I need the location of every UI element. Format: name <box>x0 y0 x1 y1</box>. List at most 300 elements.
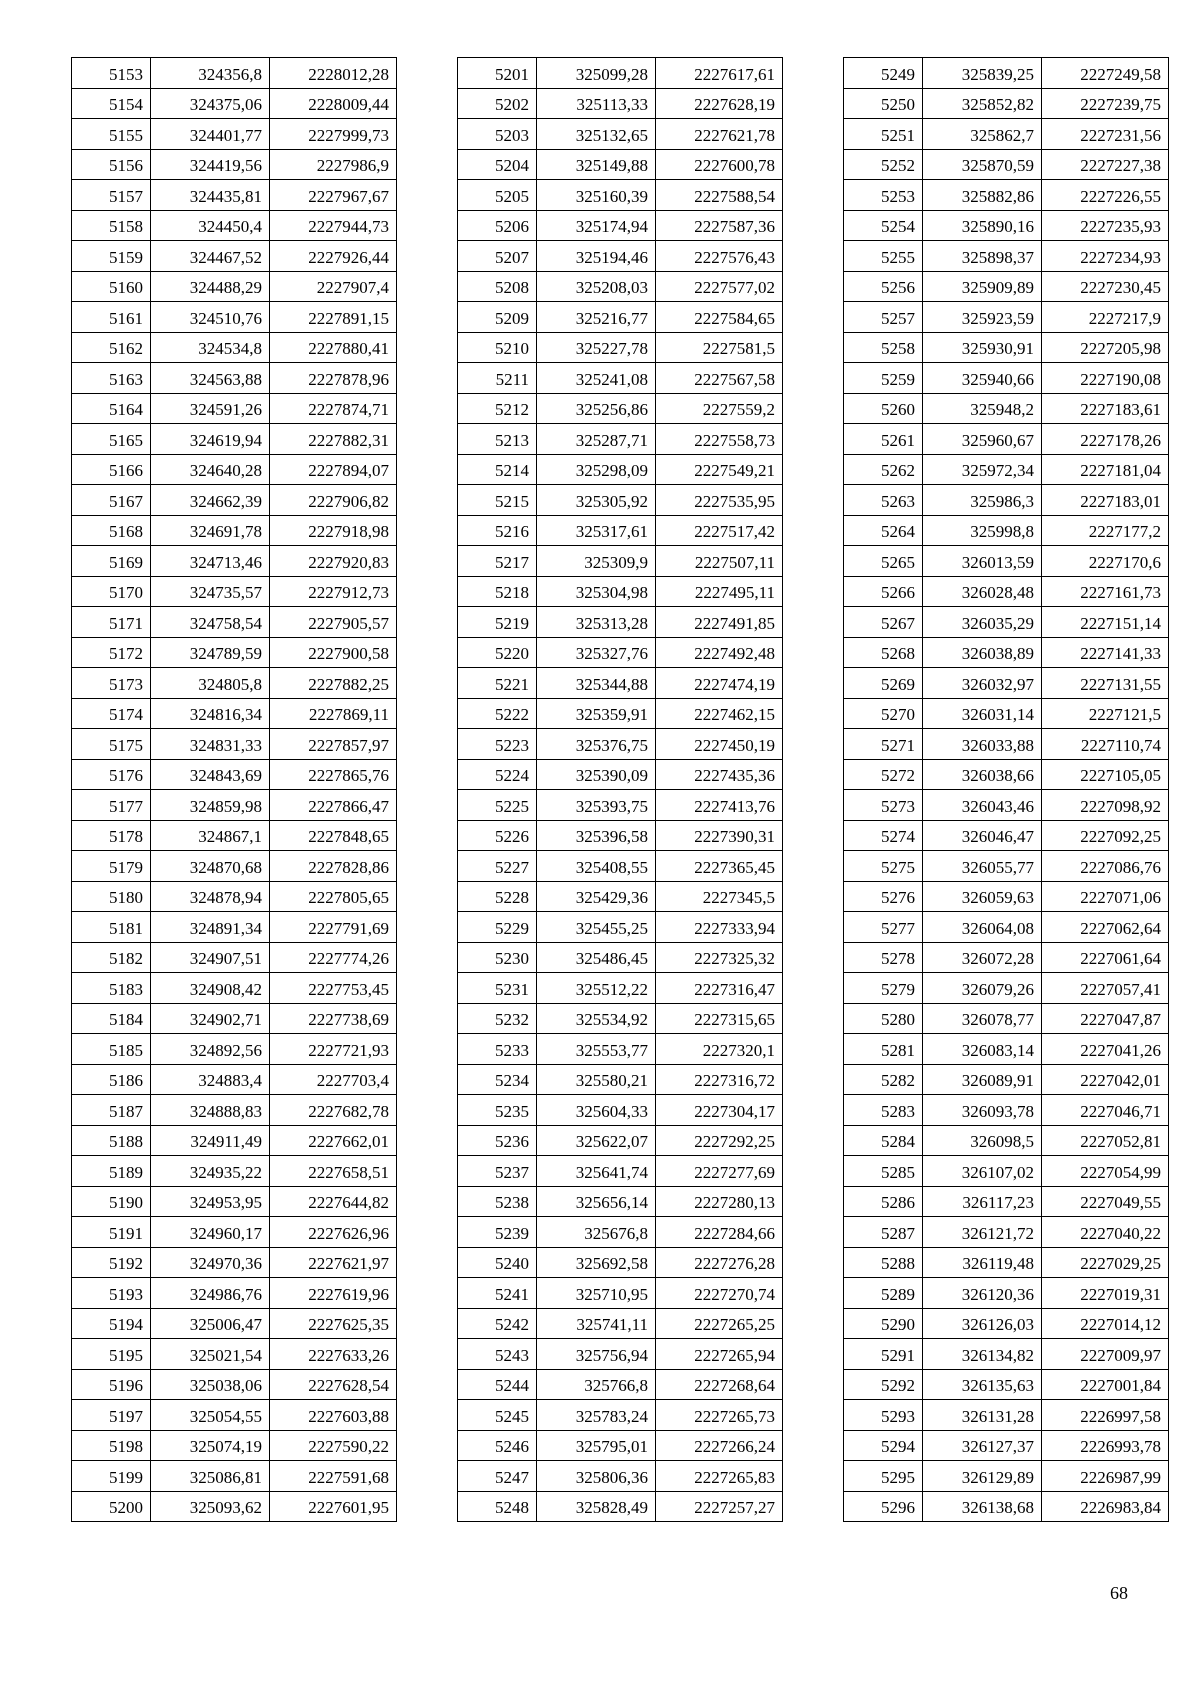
table-row <box>458 1278 783 1309</box>
table-row <box>844 454 1169 485</box>
table-row <box>844 1430 1169 1461</box>
x-coordinate-cell: 324970,36 <box>151 1247 270 1278</box>
y-coordinate-cell: 2227880,41 <box>270 332 397 363</box>
point-number-cell: 5285 <box>844 1156 923 1187</box>
point-number-cell: 5216 <box>458 515 537 546</box>
x-coordinate-cell: 325998,8 <box>923 515 1042 546</box>
table-row <box>72 454 397 485</box>
y-coordinate-cell: 2227753,45 <box>270 973 397 1004</box>
y-coordinate-cell: 2227054,99 <box>1042 1156 1169 1187</box>
point-number-cell: 5234 <box>458 1064 537 1095</box>
point-number-cell: 5229 <box>458 912 537 943</box>
x-coordinate-cell: 325241,08 <box>537 363 656 394</box>
y-coordinate-cell: 2227205,98 <box>1042 332 1169 363</box>
table-row <box>72 607 397 638</box>
table-row <box>72 851 397 882</box>
point-number-cell: 5185 <box>72 1034 151 1065</box>
point-number-cell: 5251 <box>844 119 923 150</box>
table-row <box>458 1186 783 1217</box>
point-number-cell: 5189 <box>72 1156 151 1187</box>
y-coordinate-cell: 2227316,72 <box>656 1064 783 1095</box>
x-coordinate-cell: 325021,54 <box>151 1339 270 1370</box>
x-coordinate-cell: 326059,63 <box>923 881 1042 912</box>
table-row <box>458 546 783 577</box>
table-row <box>458 576 783 607</box>
x-coordinate-cell: 324907,51 <box>151 942 270 973</box>
y-coordinate-cell: 2227628,19 <box>656 88 783 119</box>
point-number-cell: 5275 <box>844 851 923 882</box>
x-coordinate-cell: 324816,34 <box>151 698 270 729</box>
x-coordinate-cell: 326043,46 <box>923 790 1042 821</box>
x-coordinate-cell: 326028,48 <box>923 576 1042 607</box>
table-row <box>844 973 1169 1004</box>
table-row <box>844 942 1169 973</box>
x-coordinate-cell: 326079,26 <box>923 973 1042 1004</box>
point-number-cell: 5217 <box>458 546 537 577</box>
table-row <box>458 790 783 821</box>
table-row <box>844 1186 1169 1217</box>
x-coordinate-cell: 325317,61 <box>537 515 656 546</box>
x-coordinate-cell: 324892,56 <box>151 1034 270 1065</box>
y-coordinate-cell: 2227178,26 <box>1042 424 1169 455</box>
x-coordinate-cell: 324867,1 <box>151 820 270 851</box>
table-row <box>72 149 397 180</box>
point-number-cell: 5284 <box>844 1125 923 1156</box>
x-coordinate-cell: 325376,75 <box>537 729 656 760</box>
point-number-cell: 5248 <box>458 1491 537 1522</box>
table-row <box>458 363 783 394</box>
y-coordinate-cell: 2227268,64 <box>656 1369 783 1400</box>
table-row <box>72 698 397 729</box>
table-row <box>458 668 783 699</box>
table-row <box>844 668 1169 699</box>
x-coordinate-cell: 325054,55 <box>151 1400 270 1431</box>
y-coordinate-cell: 2227276,28 <box>656 1247 783 1278</box>
point-number-cell: 5221 <box>458 668 537 699</box>
table-row <box>844 302 1169 333</box>
y-coordinate-cell: 2227001,84 <box>1042 1369 1169 1400</box>
x-coordinate-cell: 324591,26 <box>151 393 270 424</box>
table-row <box>458 912 783 943</box>
y-coordinate-cell: 2227558,73 <box>656 424 783 455</box>
table-row <box>72 790 397 821</box>
table-row <box>72 942 397 973</box>
x-coordinate-cell: 325132,65 <box>537 119 656 150</box>
y-coordinate-cell: 2227535,95 <box>656 485 783 516</box>
table-row <box>844 363 1169 394</box>
table-row <box>72 180 397 211</box>
point-number-cell: 5242 <box>458 1308 537 1339</box>
y-coordinate-cell: 2227365,45 <box>656 851 783 882</box>
point-number-cell: 5282 <box>844 1064 923 1095</box>
y-coordinate-cell: 2227320,1 <box>656 1034 783 1065</box>
point-number-cell: 5205 <box>458 180 537 211</box>
y-coordinate-cell: 2227049,55 <box>1042 1186 1169 1217</box>
x-coordinate-cell: 326033,88 <box>923 729 1042 760</box>
table-row <box>458 1430 783 1461</box>
x-coordinate-cell: 326093,78 <box>923 1095 1042 1126</box>
point-number-cell: 5278 <box>844 942 923 973</box>
table-row <box>72 1095 397 1126</box>
y-coordinate-cell: 2227435,36 <box>656 759 783 790</box>
y-coordinate-cell: 2227161,73 <box>1042 576 1169 607</box>
x-coordinate-cell: 325099,28 <box>537 58 656 89</box>
y-coordinate-cell: 2227315,65 <box>656 1003 783 1034</box>
x-coordinate-cell: 324870,68 <box>151 851 270 882</box>
y-coordinate-cell: 2227183,01 <box>1042 485 1169 516</box>
x-coordinate-cell: 325429,36 <box>537 881 656 912</box>
point-number-cell: 5272 <box>844 759 923 790</box>
table-row <box>72 546 397 577</box>
y-coordinate-cell: 2227576,43 <box>656 241 783 272</box>
point-number-cell: 5202 <box>458 88 537 119</box>
point-number-cell: 5226 <box>458 820 537 851</box>
y-coordinate-cell: 2227869,11 <box>270 698 397 729</box>
table-row <box>844 58 1169 89</box>
x-coordinate-cell: 324758,54 <box>151 607 270 638</box>
x-coordinate-cell: 324888,83 <box>151 1095 270 1126</box>
y-coordinate-cell: 2227057,41 <box>1042 973 1169 1004</box>
point-number-cell: 5279 <box>844 973 923 1004</box>
point-number-cell: 5159 <box>72 241 151 272</box>
point-number-cell: 5154 <box>72 88 151 119</box>
y-coordinate-cell: 2227891,15 <box>270 302 397 333</box>
table-row <box>458 424 783 455</box>
y-coordinate-cell: 2227230,45 <box>1042 271 1169 302</box>
point-number-cell: 5289 <box>844 1278 923 1309</box>
point-number-cell: 5259 <box>844 363 923 394</box>
x-coordinate-cell: 326119,48 <box>923 1247 1042 1278</box>
table-row <box>72 363 397 394</box>
point-number-cell: 5261 <box>844 424 923 455</box>
point-number-cell: 5212 <box>458 393 537 424</box>
table-row <box>844 332 1169 363</box>
point-number-cell: 5166 <box>72 454 151 485</box>
table-row <box>844 1064 1169 1095</box>
table-row <box>72 1217 397 1248</box>
y-coordinate-cell: 2227625,35 <box>270 1308 397 1339</box>
table-row <box>72 485 397 516</box>
point-number-cell: 5230 <box>458 942 537 973</box>
x-coordinate-cell: 325149,88 <box>537 149 656 180</box>
y-coordinate-cell: 2227577,02 <box>656 271 783 302</box>
point-number-cell: 5227 <box>458 851 537 882</box>
x-coordinate-cell: 326013,59 <box>923 546 1042 577</box>
y-coordinate-cell: 2227270,74 <box>656 1278 783 1309</box>
x-coordinate-cell: 325676,8 <box>537 1217 656 1248</box>
table-row <box>72 637 397 668</box>
point-number-cell: 5223 <box>458 729 537 760</box>
y-coordinate-cell: 2227495,11 <box>656 576 783 607</box>
table-row <box>72 271 397 302</box>
point-number-cell: 5296 <box>844 1491 923 1522</box>
point-number-cell: 5231 <box>458 973 537 1004</box>
point-number-cell: 5200 <box>72 1491 151 1522</box>
table-row <box>72 881 397 912</box>
table-row <box>844 637 1169 668</box>
table-row <box>458 1125 783 1156</box>
table-row <box>844 912 1169 943</box>
table-row <box>72 393 397 424</box>
point-number-cell: 5273 <box>844 790 923 821</box>
x-coordinate-cell: 324908,42 <box>151 973 270 1004</box>
point-number-cell: 5287 <box>844 1217 923 1248</box>
table-row <box>72 759 397 790</box>
x-coordinate-cell: 326038,89 <box>923 637 1042 668</box>
point-number-cell: 5288 <box>844 1247 923 1278</box>
point-number-cell: 5283 <box>844 1095 923 1126</box>
table-row <box>844 1400 1169 1431</box>
table-row <box>844 1339 1169 1370</box>
table-row <box>844 576 1169 607</box>
point-number-cell: 5203 <box>458 119 537 150</box>
table-row <box>72 1491 397 1522</box>
y-coordinate-cell: 2228012,28 <box>270 58 397 89</box>
y-coordinate-cell: 2227227,38 <box>1042 149 1169 180</box>
y-coordinate-cell: 2227325,32 <box>656 942 783 973</box>
x-coordinate-cell: 324488,29 <box>151 271 270 302</box>
point-number-cell: 5263 <box>844 485 923 516</box>
point-number-cell: 5168 <box>72 515 151 546</box>
table-row <box>72 58 397 89</box>
table-row <box>458 1400 783 1431</box>
point-number-cell: 5155 <box>72 119 151 150</box>
point-number-cell: 5184 <box>72 1003 151 1034</box>
point-number-cell: 5250 <box>844 88 923 119</box>
point-number-cell: 5237 <box>458 1156 537 1187</box>
y-coordinate-cell: 2227944,73 <box>270 210 397 241</box>
x-coordinate-cell: 324883,4 <box>151 1064 270 1095</box>
x-coordinate-cell: 325344,88 <box>537 668 656 699</box>
y-coordinate-cell: 2227450,19 <box>656 729 783 760</box>
y-coordinate-cell: 2227581,5 <box>656 332 783 363</box>
table-row <box>458 210 783 241</box>
x-coordinate-cell: 326131,28 <box>923 1400 1042 1431</box>
point-number-cell: 5190 <box>72 1186 151 1217</box>
table-row <box>72 119 397 150</box>
point-number-cell: 5171 <box>72 607 151 638</box>
table-row <box>72 88 397 119</box>
x-coordinate-cell: 325393,75 <box>537 790 656 821</box>
table-row <box>844 1461 1169 1492</box>
y-coordinate-cell: 2227098,92 <box>1042 790 1169 821</box>
point-number-cell: 5253 <box>844 180 923 211</box>
x-coordinate-cell: 326120,36 <box>923 1278 1042 1309</box>
x-coordinate-cell: 325852,82 <box>923 88 1042 119</box>
point-number-cell: 5179 <box>72 851 151 882</box>
x-coordinate-cell: 325093,62 <box>151 1491 270 1522</box>
point-number-cell: 5294 <box>844 1430 923 1461</box>
x-coordinate-cell: 324356,8 <box>151 58 270 89</box>
y-coordinate-cell: 2227662,01 <box>270 1125 397 1156</box>
table-row <box>72 668 397 699</box>
table-row <box>844 1156 1169 1187</box>
point-number-cell: 5207 <box>458 241 537 272</box>
x-coordinate-cell: 324640,28 <box>151 454 270 485</box>
point-number-cell: 5208 <box>458 271 537 302</box>
table-row <box>844 1308 1169 1339</box>
point-number-cell: 5266 <box>844 576 923 607</box>
y-coordinate-cell: 2227588,54 <box>656 180 783 211</box>
x-coordinate-cell: 324619,94 <box>151 424 270 455</box>
point-number-cell: 5219 <box>458 607 537 638</box>
point-number-cell: 5265 <box>844 546 923 577</box>
point-number-cell: 5225 <box>458 790 537 821</box>
x-coordinate-cell: 325298,09 <box>537 454 656 485</box>
table-row <box>458 88 783 119</box>
x-coordinate-cell: 326117,23 <box>923 1186 1042 1217</box>
x-coordinate-cell: 324375,06 <box>151 88 270 119</box>
table-row <box>844 119 1169 150</box>
x-coordinate-cell: 325455,25 <box>537 912 656 943</box>
point-number-cell: 5224 <box>458 759 537 790</box>
table-row <box>72 1308 397 1339</box>
table-row <box>458 393 783 424</box>
y-coordinate-cell: 2227628,54 <box>270 1369 397 1400</box>
point-number-cell: 5269 <box>844 668 923 699</box>
x-coordinate-cell: 326031,14 <box>923 698 1042 729</box>
x-coordinate-cell: 324878,94 <box>151 881 270 912</box>
table-row <box>458 58 783 89</box>
y-coordinate-cell: 2227292,25 <box>656 1125 783 1156</box>
y-coordinate-cell: 2227721,93 <box>270 1034 397 1065</box>
table-row <box>72 424 397 455</box>
x-coordinate-cell: 326078,77 <box>923 1003 1042 1034</box>
x-coordinate-cell: 325486,45 <box>537 942 656 973</box>
table-row <box>72 515 397 546</box>
point-number-cell: 5245 <box>458 1400 537 1431</box>
y-coordinate-cell: 2227177,2 <box>1042 515 1169 546</box>
y-coordinate-cell: 2227619,96 <box>270 1278 397 1309</box>
x-coordinate-cell: 326089,91 <box>923 1064 1042 1095</box>
y-coordinate-cell: 2227226,55 <box>1042 180 1169 211</box>
y-coordinate-cell: 2227587,36 <box>656 210 783 241</box>
x-coordinate-cell: 326055,77 <box>923 851 1042 882</box>
x-coordinate-cell: 325512,22 <box>537 973 656 1004</box>
table-row <box>458 1339 783 1370</box>
y-coordinate-cell: 2227626,96 <box>270 1217 397 1248</box>
x-coordinate-cell: 325208,03 <box>537 271 656 302</box>
x-coordinate-cell: 324713,46 <box>151 546 270 577</box>
point-number-cell: 5164 <box>72 393 151 424</box>
x-coordinate-cell: 326134,82 <box>923 1339 1042 1370</box>
y-coordinate-cell: 2227857,97 <box>270 729 397 760</box>
x-coordinate-cell: 325692,58 <box>537 1247 656 1278</box>
point-number-cell: 5271 <box>844 729 923 760</box>
point-number-cell: 5262 <box>844 454 923 485</box>
point-number-cell: 5291 <box>844 1339 923 1370</box>
y-coordinate-cell: 2227559,2 <box>656 393 783 424</box>
point-number-cell: 5176 <box>72 759 151 790</box>
table-row <box>844 210 1169 241</box>
y-coordinate-cell: 2227828,86 <box>270 851 397 882</box>
table-row <box>458 1247 783 1278</box>
y-coordinate-cell: 2228009,44 <box>270 88 397 119</box>
table-row <box>72 1369 397 1400</box>
table-row <box>844 1247 1169 1278</box>
point-number-cell: 5191 <box>72 1217 151 1248</box>
y-coordinate-cell: 2227999,73 <box>270 119 397 150</box>
y-coordinate-cell: 2227906,82 <box>270 485 397 516</box>
y-coordinate-cell: 2227986,9 <box>270 149 397 180</box>
x-coordinate-cell: 324859,98 <box>151 790 270 821</box>
x-coordinate-cell: 325930,91 <box>923 332 1042 363</box>
y-coordinate-cell: 2227345,5 <box>656 881 783 912</box>
y-coordinate-cell: 2227682,78 <box>270 1095 397 1126</box>
y-coordinate-cell: 2227333,94 <box>656 912 783 943</box>
y-coordinate-cell: 2227492,48 <box>656 637 783 668</box>
y-coordinate-cell: 2227791,69 <box>270 912 397 943</box>
table-row <box>844 820 1169 851</box>
table-row <box>72 1186 397 1217</box>
table-row <box>844 88 1169 119</box>
point-number-cell: 5274 <box>844 820 923 851</box>
x-coordinate-cell: 324789,59 <box>151 637 270 668</box>
table-row <box>458 180 783 211</box>
point-number-cell: 5172 <box>72 637 151 668</box>
table-row <box>844 149 1169 180</box>
point-number-cell: 5270 <box>844 698 923 729</box>
table-row <box>72 1003 397 1034</box>
x-coordinate-cell: 326046,47 <box>923 820 1042 851</box>
y-coordinate-cell: 2227474,19 <box>656 668 783 699</box>
x-coordinate-cell: 325304,98 <box>537 576 656 607</box>
point-number-cell: 5175 <box>72 729 151 760</box>
y-coordinate-cell: 2227462,15 <box>656 698 783 729</box>
table-row <box>844 1217 1169 1248</box>
x-coordinate-cell: 325940,66 <box>923 363 1042 394</box>
x-coordinate-cell: 326038,66 <box>923 759 1042 790</box>
table-row <box>458 1095 783 1126</box>
point-number-cell: 5280 <box>844 1003 923 1034</box>
x-coordinate-cell: 325909,89 <box>923 271 1042 302</box>
point-number-cell: 5173 <box>72 668 151 699</box>
y-coordinate-cell: 2226997,58 <box>1042 1400 1169 1431</box>
coordinate-table-3 <box>843 57 1169 1522</box>
table-row <box>72 1156 397 1187</box>
point-number-cell: 5228 <box>458 881 537 912</box>
table-row <box>72 973 397 1004</box>
x-coordinate-cell: 325256,86 <box>537 393 656 424</box>
table-row <box>458 973 783 1004</box>
coordinate-table-1 <box>71 57 397 1522</box>
x-coordinate-cell: 325216,77 <box>537 302 656 333</box>
y-coordinate-cell: 2227239,75 <box>1042 88 1169 119</box>
y-coordinate-cell: 2227266,24 <box>656 1430 783 1461</box>
point-number-cell: 5169 <box>72 546 151 577</box>
x-coordinate-cell: 326126,03 <box>923 1308 1042 1339</box>
y-coordinate-cell: 2227621,97 <box>270 1247 397 1278</box>
point-number-cell: 5157 <box>72 180 151 211</box>
point-number-cell: 5181 <box>72 912 151 943</box>
table-row <box>72 332 397 363</box>
point-number-cell: 5267 <box>844 607 923 638</box>
y-coordinate-cell: 2227912,73 <box>270 576 397 607</box>
x-coordinate-cell: 326064,08 <box>923 912 1042 943</box>
x-coordinate-cell: 325113,33 <box>537 88 656 119</box>
point-number-cell: 5233 <box>458 1034 537 1065</box>
table-row <box>72 576 397 607</box>
x-coordinate-cell: 324419,56 <box>151 149 270 180</box>
point-number-cell: 5277 <box>844 912 923 943</box>
y-coordinate-cell: 2227738,69 <box>270 1003 397 1034</box>
y-coordinate-cell: 2227086,76 <box>1042 851 1169 882</box>
y-coordinate-cell: 2227062,64 <box>1042 912 1169 943</box>
table-row <box>72 912 397 943</box>
point-number-cell: 5182 <box>72 942 151 973</box>
point-number-cell: 5247 <box>458 1461 537 1492</box>
table-row <box>458 332 783 363</box>
